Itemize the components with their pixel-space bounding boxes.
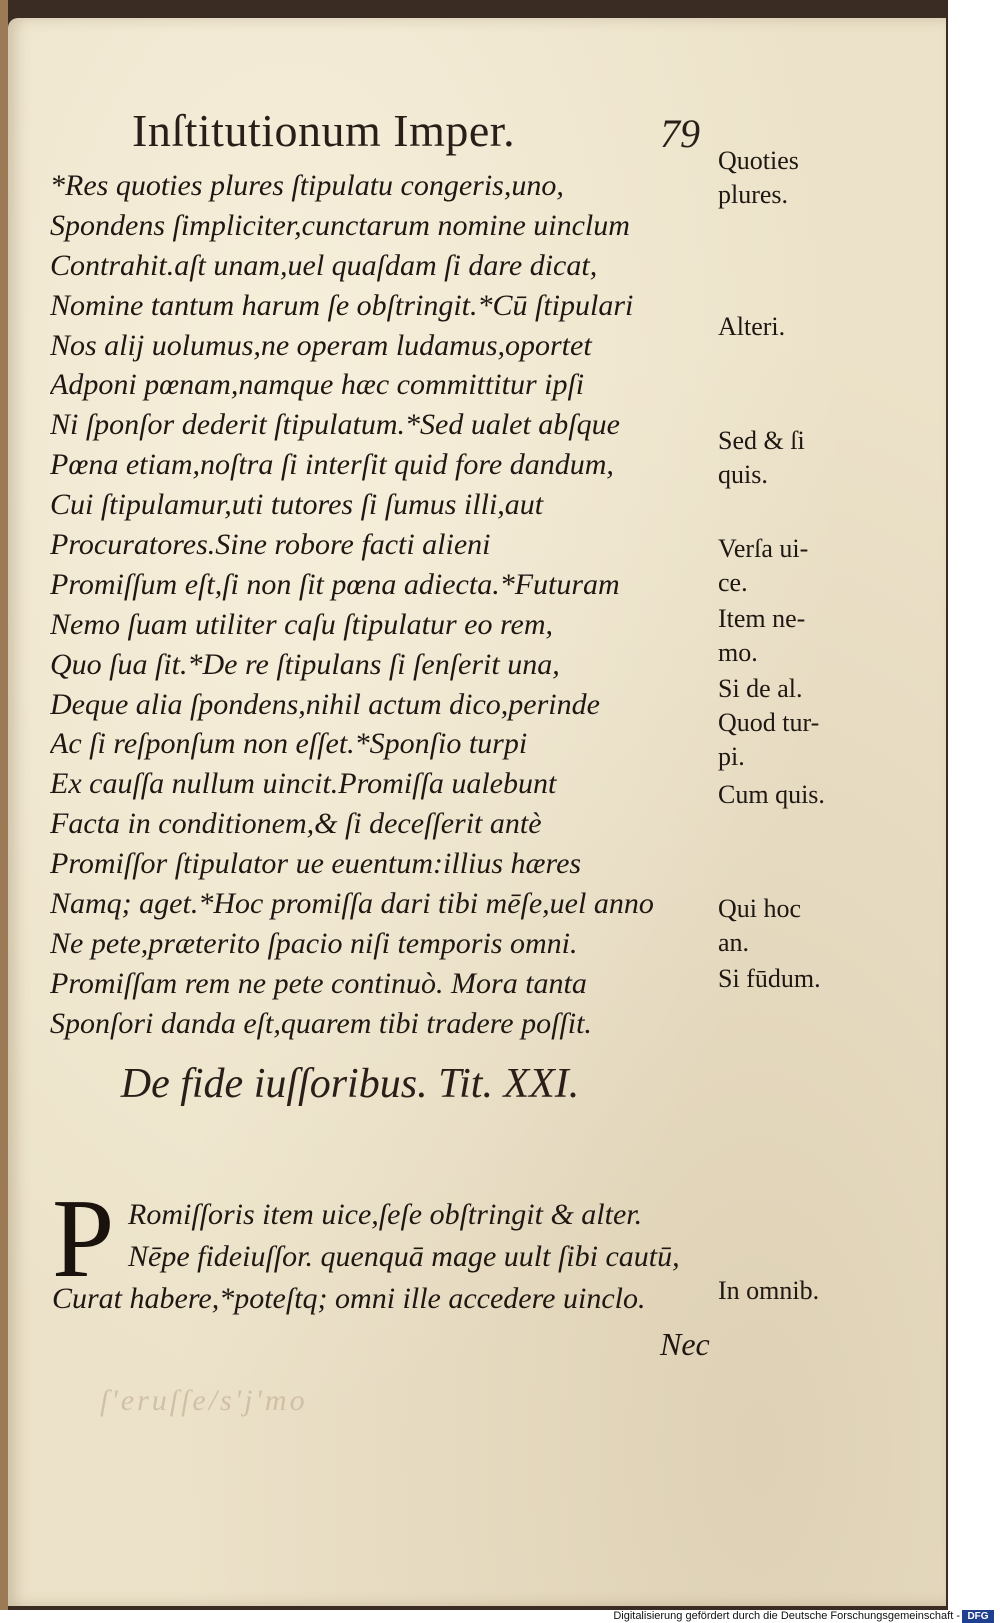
initial-line: Nēpe fideiuſſor. quenquā mage uult ſibi cautū, <box>128 1240 680 1273</box>
verse-line: Pœna etiam,noſtra ſi interſit quid fore dandum, <box>50 448 614 482</box>
verse-line: Cui ſtipulamur,uti tutores ſi ſumus illi,aut <box>50 488 544 522</box>
drop-cap: P <box>52 1177 115 1301</box>
verse-line: Nos alij uolumus,ne operam ludamus,oportet <box>50 328 592 362</box>
margin-note: Sed & ſi quis. <box>718 426 805 489</box>
verse-line: Ne pete,præterito ſpacio niſi temporis omni. <box>50 926 578 960</box>
verse-line: Sponſori danda eſt,quarem tibi tradere poſſit. <box>50 1006 592 1040</box>
faded-handwriting: ſ'eruſſe/s'j'mo <box>100 1384 308 1417</box>
verse-block <box>50 166 710 1044</box>
verse-line: Ac ſi reſponſum non eſſet.*Sponſio turpi <box>50 727 528 761</box>
verse-line: Promiſſam rem ne pete continuò. Mora tanta <box>50 966 587 1000</box>
verse-line: Nomine tantum harum ſe obſtringit.*Cū ſtipulari <box>50 288 634 322</box>
margin-note: Si de al. <box>718 674 803 703</box>
page-number: 79 <box>660 111 700 156</box>
section-title: De fide iuſſoribus. Tit. XXI. <box>120 1061 580 1107</box>
margin-note: Item ne- mo. <box>718 604 806 667</box>
verse-line: Spondens ſimpliciter,cunctarum nomine uinclum <box>50 208 630 242</box>
verse-line: Ex cauſſa nullum uincit.Promiſſa ualebunt <box>50 767 557 801</box>
verse-line: Quo ſua ſit.*De re ſtipulans ſi ſenſerit una, <box>50 647 560 681</box>
verse-line: Adponi pœnam,namque hæc committitur ipſi <box>50 368 585 402</box>
running-head: Inſtitutionum Imper. <box>132 105 516 156</box>
margin-note: In omnib. <box>718 1276 820 1305</box>
margin-note: Alteri. <box>718 312 786 341</box>
verse-line: Nemo ſuam utiliter caſu ſtipulatur eo rem, <box>50 607 554 641</box>
verse-line: Promiſſor ſtipulator ue euentum:illius hæres <box>50 847 582 881</box>
verse-line: Namq; aget.*Hoc promiſſa dari tibi mēſe,uel anno <box>50 887 654 921</box>
verse-line: Deque alia ſpondens,nihil actum dico,perinde <box>50 687 600 721</box>
margin-note: Verſa ui- ce. <box>718 534 809 597</box>
margin-note: Qui hoc an. <box>718 894 802 957</box>
verse-line: *Res quoties plures ſtipulatu congeris,uno, <box>50 169 564 202</box>
initial-line: Curat habere,*poteſtq; omni ille accedere uinclo. <box>52 1282 646 1315</box>
verse-line: Ni ſponſor dederit ſtipulatum.*Sed ualet abſque <box>50 408 620 442</box>
margin-note: Si fūdum. <box>718 964 821 993</box>
margin-note: Quod tur- pi. <box>718 708 820 771</box>
footer-credit: Digitalisierung gefördert durch die Deutsche Forschungsgemeinschaft - <box>613 1610 960 1622</box>
margin-note: Cum quis. <box>718 780 825 809</box>
margin-note: Quoties plures. <box>718 146 799 209</box>
dfg-logo-icon: DFG <box>962 1610 994 1623</box>
verse-line: Promiſſum eſt,ſi non ſit pœna adiecta.*Futuram <box>50 567 620 601</box>
verse-line: Contrahit.aſt unam,uel quaſdam ſi dare dicat, <box>50 248 598 282</box>
verse-line: Facta in conditionem,& ſi deceſſerit antè <box>50 807 542 841</box>
catchword: Nec <box>660 1326 710 1362</box>
binding-edge <box>0 0 8 1610</box>
verse-line: Procuratores.Sine robore facti alieni <box>50 528 491 562</box>
initial-line: Romiſſoris item uice,ſeſe obſtringit & alter. <box>128 1198 643 1231</box>
